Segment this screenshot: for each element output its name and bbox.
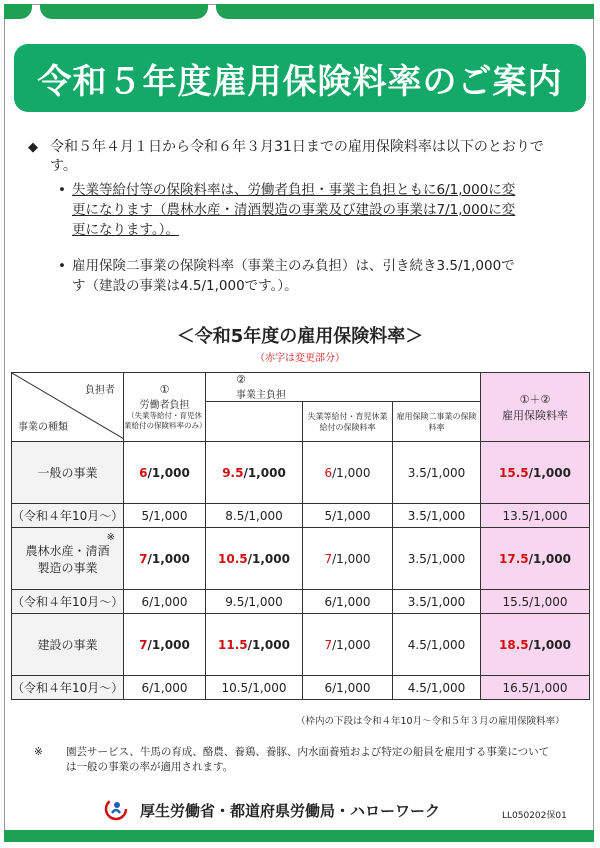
row-name-text: 一般の事業 — [37, 466, 98, 480]
prev-rate: 3.5/1,000 — [393, 590, 481, 614]
table-row — [12, 528, 590, 590]
employer-two-programs-rate: 3.5/1,000 — [393, 442, 481, 504]
asterisk-note — [34, 745, 552, 775]
total-label: 雇用保険料率 — [502, 409, 568, 422]
total-rate — [481, 528, 590, 590]
table-row-previous — [12, 590, 590, 614]
table-row-previous — [12, 504, 590, 528]
rate-denominator: /1,000 — [147, 465, 190, 480]
intro-text: 令和５年４月１日から令和６年３月31日までの雇用保険料率は以下のとおりです。 — [50, 139, 544, 174]
employer-benefit-rate — [303, 442, 393, 504]
asterisk-mark: ※ — [106, 532, 115, 543]
intro-paragraph — [28, 138, 550, 176]
rate-denominator: /1,000 — [332, 551, 371, 566]
employer-num: ② — [236, 373, 246, 386]
rate-denominator: /1,000 — [528, 465, 571, 480]
bullet-insurance-rate — [58, 180, 522, 240]
rate-denominator: /1,000 — [332, 465, 371, 480]
rate-changed: 9.5 — [222, 465, 244, 480]
employer-benefit-rate — [303, 614, 393, 676]
table-row — [12, 614, 590, 676]
prev-rate: 15.5/1,000 — [481, 590, 590, 614]
page-title: 令和５年度雇用保険料率のご案内 — [37, 61, 563, 102]
row-name — [12, 614, 124, 676]
asterisk-note-text: 園芸サービス、牛馬の育成、酪農、養鶏、養豚、内水面養殖および特定の船員を雇用する事業については一般の事業の率が適用されます。 — [66, 746, 550, 773]
employer-benefit-rate — [303, 528, 393, 590]
rate-changed: 17.5 — [499, 551, 529, 566]
rate-changed: 7 — [324, 637, 333, 652]
kind-header: 事業の種類 — [18, 422, 68, 433]
prev-rate: 3.5/1,000 — [393, 504, 481, 528]
rate-changed: 15.5 — [499, 465, 529, 480]
employer-rate — [206, 442, 303, 504]
bullet-two-programs — [58, 256, 522, 296]
rate-denominator: /1,000 — [332, 637, 371, 652]
worker-rate — [124, 614, 206, 676]
rate-changed: 7 — [139, 551, 148, 566]
prev-rate: 6/1,000 — [303, 590, 393, 614]
row-name — [12, 442, 124, 504]
rate-denominator: /1,000 — [243, 465, 286, 480]
prev-rate: 9.5/1,000 — [206, 590, 303, 614]
worker-label: 労働者負担 — [139, 400, 190, 411]
prev-rate: 6/1,000 — [303, 676, 393, 700]
diamond-bullet-icon: ◆ — [28, 140, 38, 155]
prev-rate: 5/1,000 — [303, 504, 393, 528]
corner-header — [12, 373, 124, 442]
prev-rate: 6/1,000 — [124, 590, 206, 614]
bullet2-text: 雇用保険二事業の保険料率（事業主のみ負担）は、引き続き3.5/1,000です（建設の事業は4.5/1,000です。）。 — [72, 258, 515, 294]
table-row-previous — [12, 676, 590, 700]
rate-denominator: /1,000 — [528, 637, 571, 652]
prev-rate: 4.5/1,000 — [393, 676, 481, 700]
dot-bullet-icon: • — [58, 258, 66, 274]
rate-denominator: /1,000 — [247, 637, 290, 652]
worker-num: ① — [159, 383, 170, 396]
total-num: ①＋② — [519, 393, 551, 406]
row-name-text: 建設の事業 — [37, 638, 98, 652]
worker-header — [124, 373, 206, 442]
total-rate — [481, 442, 590, 504]
worker-sub: （失業等給付・育児休業給付の保険料率のみ） — [124, 411, 207, 430]
employer-rate — [206, 528, 303, 590]
employer-sub1-header — [206, 402, 303, 442]
employer-rate — [206, 614, 303, 676]
prev-rate: 5/1,000 — [124, 504, 206, 528]
worker-rate — [124, 528, 206, 590]
top-decor-bar — [40, 4, 208, 19]
rate-changed: 6 — [324, 465, 333, 480]
rate-changed: 10.5 — [218, 551, 248, 566]
document-code: LL050202保01 — [502, 811, 567, 821]
prev-rate: 8.5/1,000 — [206, 504, 303, 528]
table-note: （赤字は変更部分） — [255, 353, 345, 364]
prev-rate: 13.5/1,000 — [481, 504, 590, 528]
prev-rate: 6/1,000 — [124, 676, 206, 700]
organization-name: 厚生労働省・都道府県労働局・ハローワーク — [140, 802, 441, 820]
worker-rate — [124, 442, 206, 504]
rates-table — [11, 372, 590, 700]
mhlw-logo-icon — [104, 797, 128, 821]
payer-header: 負担者 — [85, 385, 115, 396]
top-decor-bar — [216, 4, 594, 19]
rate-changed: 6 — [139, 465, 148, 480]
prev-label: （令和４年10月～） — [12, 676, 124, 700]
rate-denominator: /1,000 — [247, 551, 290, 566]
prev-label: （令和４年10月～） — [12, 504, 124, 528]
row-name — [12, 528, 124, 590]
prev-rate: 10.5/1,000 — [206, 676, 303, 700]
rate-changed: 7 — [324, 551, 333, 566]
rate-denominator: /1,000 — [147, 637, 190, 652]
employer-header — [206, 373, 481, 402]
table-row — [12, 442, 590, 504]
prev-rate: 16.5/1,000 — [481, 676, 590, 700]
title-banner — [14, 44, 586, 112]
rate-denominator: /1,000 — [147, 551, 190, 566]
rate-changed: 18.5 — [499, 637, 529, 652]
bottom-decor-bar — [4, 830, 594, 842]
employer-two-programs-rate: 4.5/1,000 — [393, 614, 481, 676]
employer-sub1-header: 失業等給付・育児休業給付の保険料率 — [303, 402, 393, 442]
rate-denominator: /1,000 — [528, 551, 571, 566]
employer-label: 事業主負担 — [236, 390, 286, 401]
rate-changed: 7 — [139, 637, 148, 652]
total-rate — [481, 614, 590, 676]
employer-two-programs-rate: 3.5/1,000 — [393, 528, 481, 590]
prev-label: （令和４年10月～） — [12, 590, 124, 614]
total-header — [481, 373, 590, 442]
dot-bullet-icon: • — [58, 182, 66, 198]
table-title: ＜令和5年度の雇用保険料率＞ — [176, 326, 424, 347]
asterisk-mark: ※ — [34, 746, 43, 758]
employer-sub2-header: 雇用保険二事業の保険料率 — [393, 402, 481, 442]
row-name-text: 農林水産・清酒製造の事業 — [25, 543, 110, 575]
table-footnote: （枠内の下段は令和４年10月～令和５年３月の雇用保険料率） — [296, 716, 565, 727]
bullet1-text: 失業等給付等の保険料率は、労働者負担・事業主負担ともに6/1,000に変更になります（農林水産・清酒製造の事業及び建設の事業は7/1,000に変更になります。）。 — [72, 182, 516, 238]
rate-changed: 11.5 — [218, 637, 248, 652]
